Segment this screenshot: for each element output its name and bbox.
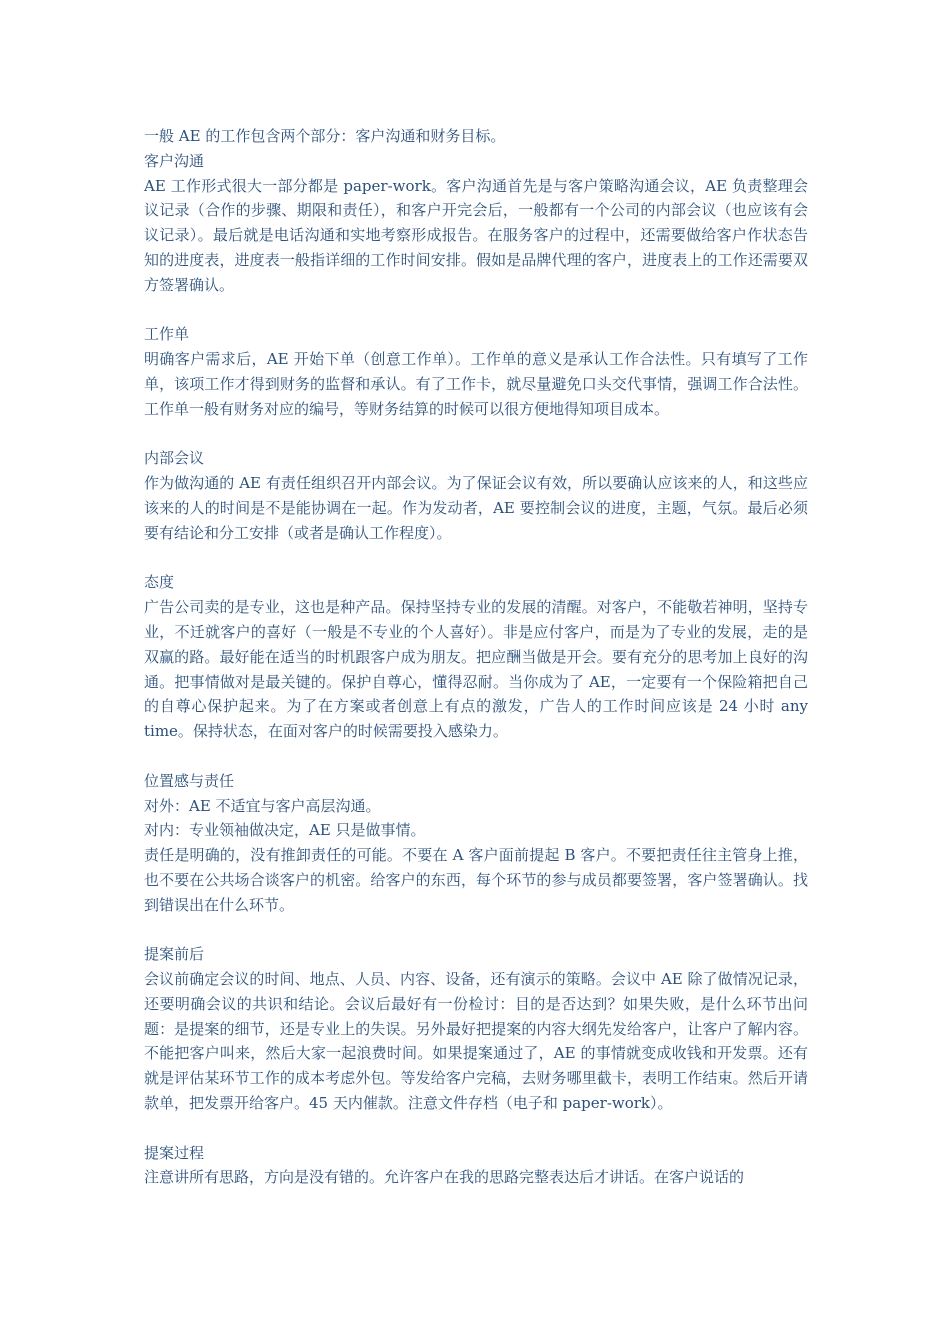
section-title: 内部会议 [144,449,205,468]
section-title: 提案前后 [144,945,205,964]
section-paragraph: 对内：专业领袖做决定，AE 只是做事情。 [144,821,426,840]
section-paragraph: 明确客户需求后，AE 开始下单（创意工作单）。工作单的意义是承认工作合法性。只有填写了工作单，该项工作才得到财务的监督和承认。有了工作卡，就尽量避免口头交代事情，强调工作合法性。工作单一般有财务对应的编号，等财务结算的时候可以很方便地得知项目成本。 [144,350,808,418]
section-paragraph: 作为做沟通的 AE 有责任组织召开内部会议。为了保证会议有效，所以要确认应该来的人，和这些应该来的人的时间是不是能协调在一起。作为发动者，AE 要控制会议的进度，主题，气氛。最后必须要有结论和分工安排（或者是确认工作程度）。 [144,474,808,542]
section-client-communication [144,149,808,298]
section-paragraph: 注意讲所有思路，方向是没有错的。允许客户在我的思路完整表达后才讲话。在客户说话的 [144,1168,745,1187]
section-paragraph: 会议前确定会议的时间、地点、人员、内容、设备，还有演示的策略。会议中 AE 除了做情况记录，还要明确会议的共识和结论。会议后最好有一份检讨：目的是否达到？如果失败，是什么环节出问题：是提案的细节，还是专业上的失误。另外最好把提案的内容大纲先发给客户，让客户了解内容。不能把客户叫来，然后大家一起浪费时间。如果提案通过了，AE 的事情就变成收钱和开发票。还有就是评估某环节工作的成本考虑外包。等发给客户完稿，去财务哪里截卡，表明工作结束。然后开请款单，把发票开给客户。45 天内催款。注意文件存档（电子和 paper-work）。 [144,970,808,1113]
section-paragraph: 广告公司卖的是专业，这也是种产品。保持坚持专业的发展的清醒。对客户，不能敬若神明，坚持专业，不迁就客户的喜好（一般是不专业的个人喜好）。非是应付客户，而是为了专业的发展，走的是双赢的路。最好能在适当的时机跟客户成为朋友。把应酬当做是开会。要有充分的思考加上良好的沟通。把事情做对是最关键的。保护自尊心，懂得忍耐。当你成为了 AE，一定要有一个保险箱把自己的自尊心保护起来。为了在方案或者创意上有点的激发，广告人的工作时间应该是 24 小时 any time。保持状态，在面对客户的时候需要投入感染力。 [144,598,808,741]
section-internal-meeting [144,446,808,545]
section-title: 态度 [144,573,175,592]
section-paragraph: 对外：AE 不适宜与客户高层沟通。 [144,796,381,815]
document-page [144,124,808,1215]
section-proposal-process [144,1141,808,1191]
section-paragraph: 责任是明确的，没有推卸责任的可能。不要在 A 客户面前提起 B 客户。不要把责任往主管身上推，也不要在公共场合谈客户的机密。给客户的东西，每个环节的参与成员都要签署，客户签署确认。找到错误出在什么环节。 [144,846,808,914]
section-title: 位置感与责任 [144,771,235,790]
section-title: 提案过程 [144,1143,205,1162]
section-paragraph: AE 工作形式很大一部分都是 paper-work。客户沟通首先是与客户策略沟通会议，AE 负责整理会议记录（合作的步骤、期限和责任），和客户开完会后，一般都有一个公司的内部会议（也应该有会议记录）。最后就是电话沟通和实地考察形成报告。在服务客户的过程中，还需要做给客户作状态告知的进度表，进度表一般指详细的工作时间安排。假如是品牌代理的客户，进度表上的工作还需要双方签署确认。 [144,176,808,294]
section-title: 工作单 [144,325,190,344]
section-before-after-proposal [144,942,808,1116]
intro-line: 一般 AE 的工作包含两个部分：客户沟通和财务目标。 [144,127,506,145]
section-position-responsibility [144,769,808,918]
section-work-order [144,322,808,421]
section-title: 客户沟通 [144,151,205,170]
section-attitude [144,570,808,744]
